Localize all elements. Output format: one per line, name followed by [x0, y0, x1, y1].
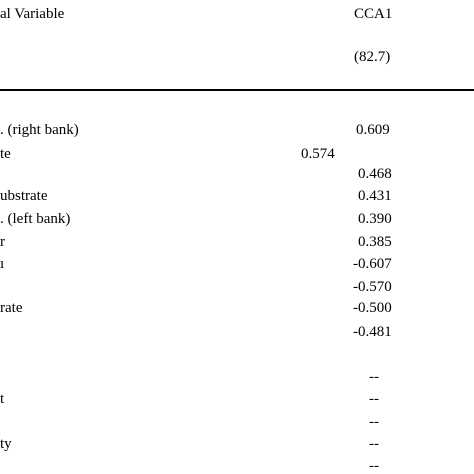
row-label: . (right bank)	[0, 122, 79, 138]
header-divider	[0, 89, 474, 91]
row-value: 0.468	[358, 166, 392, 182]
row-value: 0.431	[358, 188, 392, 204]
row-label: r	[0, 234, 5, 250]
row-value: -0.481	[353, 324, 392, 340]
row-value: --	[369, 458, 379, 474]
row-value: --	[369, 414, 379, 430]
row-label: t	[0, 391, 5, 407]
row-value: -0.607	[353, 256, 392, 272]
row-value: 0.385	[358, 234, 392, 250]
row-value: --	[369, 369, 379, 385]
cca1-percent-label: (82.7)	[354, 49, 391, 65]
row-value: -0.570	[353, 279, 392, 295]
cca1-column-header: CCA1	[354, 6, 393, 22]
row-label: rate	[0, 300, 23, 316]
row-label: ty	[0, 436, 12, 452]
row-value: 0.609	[356, 122, 390, 138]
row-label: . (left bank)	[0, 211, 71, 227]
row-label: ı	[0, 256, 5, 272]
row-value: --	[369, 436, 379, 452]
row-value: 0.574	[301, 146, 335, 162]
row-value: -0.500	[353, 300, 392, 316]
variable-column-header: al Variable	[0, 6, 65, 22]
row-label: ubstrate	[0, 188, 48, 204]
row-value: --	[369, 391, 379, 407]
row-label: te	[0, 146, 11, 162]
row-value: 0.390	[358, 211, 392, 227]
